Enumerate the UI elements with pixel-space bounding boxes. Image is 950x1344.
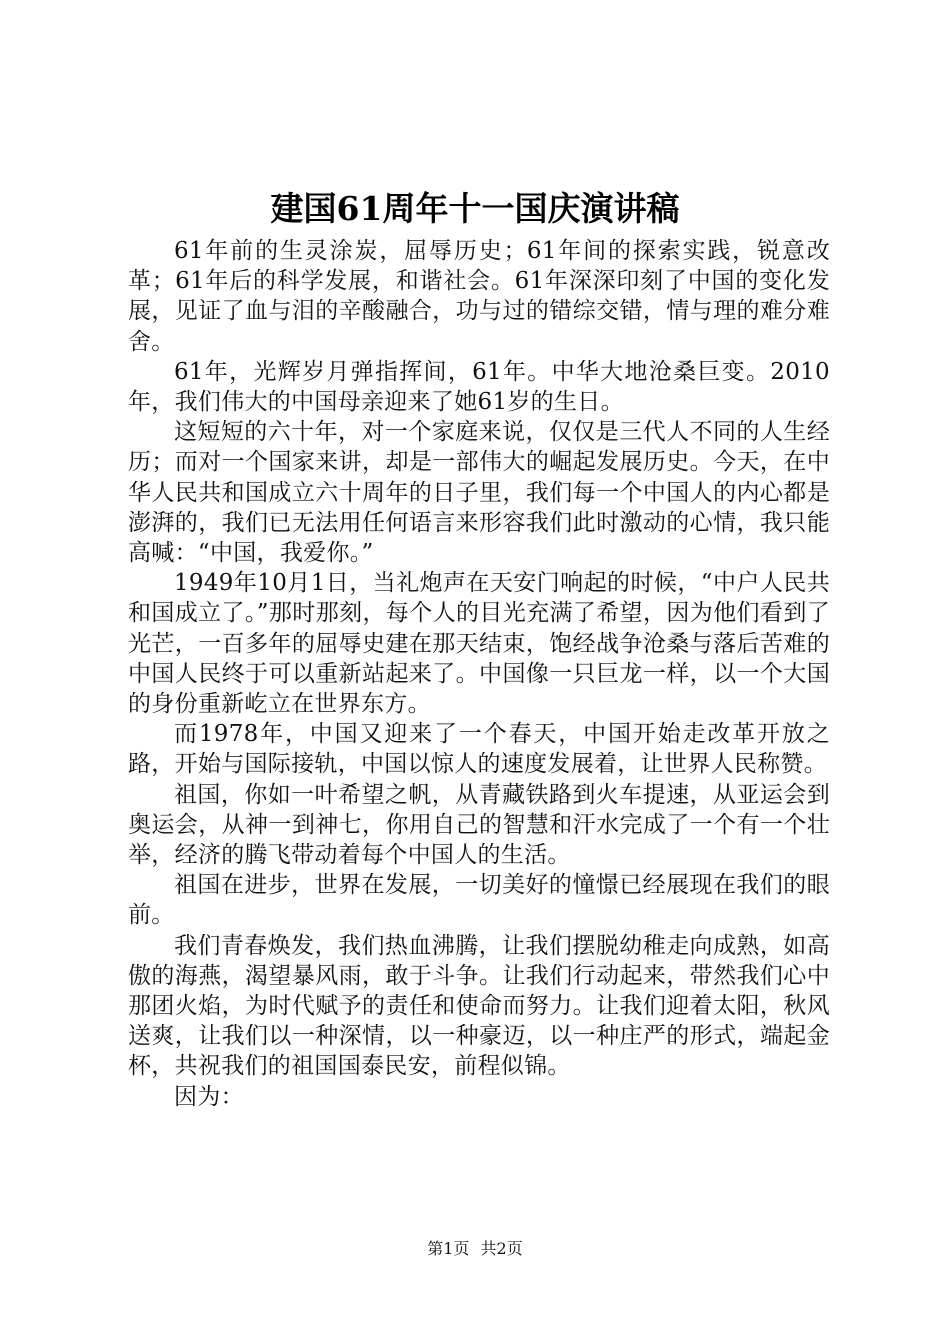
- paragraph-5: 而1978年，中国又迎来了一个春天，中国开始走改革开放之路，开始与国际接轨，中国以惊人的速度发展着，让世界人民称赞。: [128, 721, 830, 778]
- page-number-current: 第1页: [427, 1239, 470, 1258]
- paragraph-3: 这短短的六十年，对一个家庭来说，仅仅是三代人不同的人生经历；而对一个国家来讲，却是一部伟大的崛起发展历史。今天，在中华人民共和国成立六十周年的日子里，我们每一个中国人的内心都是澎湃的，我们已无法用任何语言来形容我们此时激动的心情，我只能高喊：“中国，我爱你。”: [128, 419, 830, 567]
- paragraph-2: 61年，光辉岁月弹指挥间，61年。中华大地沧桑巨变。2010年，我们伟大的中国母亲迎来了她61岁的生日。: [128, 358, 830, 416]
- paragraph-9: 因为：: [174, 1083, 244, 1110]
- paragraph-6: 祖国，你如一叶希望之帆，从青藏铁路到火车提速，从亚运会到奥运会，从神一到神七，你用自己的智慧和汗水完成了一个有一个壮举，经济的腾飞带动着每个中国人的生活。: [128, 781, 830, 869]
- paragraph-8: 我们青春焕发，我们热血沸腾，让我们摆脱幼稚走向成熟，如高傲的海燕，渴望暴风雨，敢于斗争。让我们行动起来，带然我们心中那团火焰，为时代赋予的责任和使命而努力。让我们迎着太阳，秋风送爽，让我们以一种深情，以一种豪迈，以一种庄严的形式，端起金杯，共祝我们的祖国国泰民安，前程似锦。: [128, 932, 830, 1080]
- document-body: [128, 236, 830, 1112]
- paragraph-1: 61年前的生灵涂炭，屈辱历史；61年间的探索实践，锐意改革；61年后的科学发展，和谐社会。61年深深印刻了中国的变化发展，见证了血与泪的辛酸融合，功与过的错综交错，情与理的难分难舍。: [128, 238, 830, 355]
- page-footer: [0, 1238, 950, 1260]
- document-title: 建国61周年十一国庆演讲稿: [270, 189, 680, 228]
- paragraph-4: 1949年10月1日，当礼炮声在天安门响起的时候，“中户人民共和国成立了。”那时那刻，每个人的目光充满了希望，因为他们看到了光芒，一百多年的屈辱史建在那天结束，饱经战争沧桑与落后苦难的中国人民终于可以重新站起来了。中国像一只巨龙一样，以一个大国的身份重新屹立在世界东方。: [128, 570, 830, 718]
- paragraph-7: 祖国在进步，世界在发展，一切美好的憧憬已经展现在我们的眼前。: [128, 872, 830, 929]
- page-number-total: 共2页: [480, 1239, 523, 1258]
